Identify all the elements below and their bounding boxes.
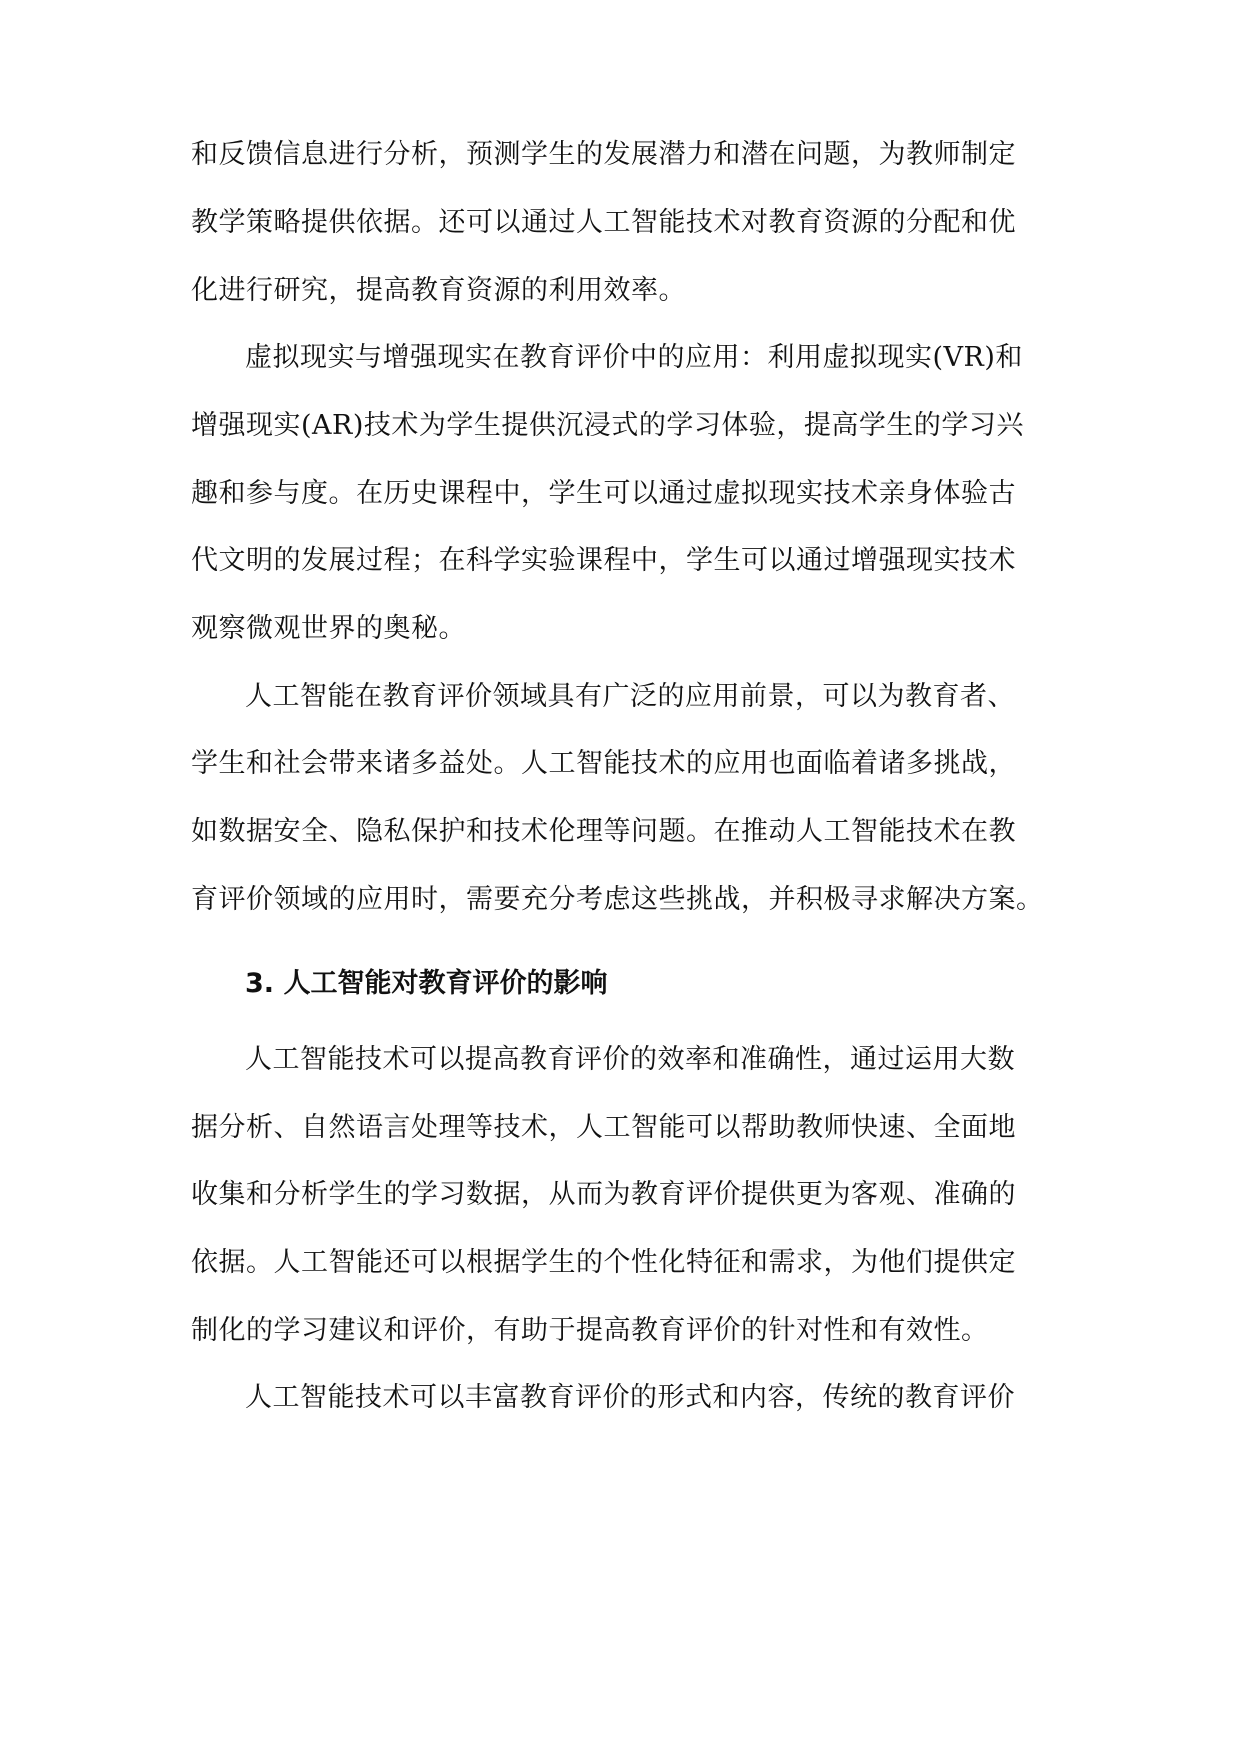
paragraph-4-line-1: 人工智能技术可以提高教育评价的效率和准确性，通过运用大数 <box>245 1044 1015 1075</box>
paragraph-2-line-4: 代文明的发展过程；在科学实验课程中，学生可以通过增强现实技术 <box>191 545 1016 576</box>
paragraph-2-line-3: 趣和参与度。在历史课程中，学生可以通过虚拟现实技术亲身体验古 <box>191 478 1016 509</box>
paragraph-2-line-2: 增强现实(AR)技术为学生提供沉浸式的学习体验，提高学生的学习兴 <box>191 410 1024 441</box>
paragraph-2-line-1: 虚拟现实与增强现实在教育评价中的应用：利用虚拟现实(VR)和 <box>245 342 1023 373</box>
paragraph-4-line-5: 制化的学习建议和评价，有助于提高教育评价的针对性和有效性。 <box>191 1315 989 1346</box>
paragraph-3-line-4: 育评价领域的应用时，需要充分考虑这些挑战，并积极寻求解决方案。 <box>191 884 1044 915</box>
paragraph-1-line-1: 和反馈信息进行分析，预测学生的发展潜力和潜在问题，为教师制定 <box>191 139 1016 170</box>
paragraph-4-line-2: 据分析、自然语言处理等技术，人工智能可以帮助教师快速、全面地 <box>191 1112 1016 1143</box>
section-heading: 3. 人工智能对教育评价的影响 <box>245 968 608 999</box>
paragraph-1-line-3: 化进行研究，提高教育资源的利用效率。 <box>191 275 686 306</box>
paragraph-4-line-3: 收集和分析学生的学习数据，从而为教育评价提供更为客观、准确的 <box>191 1179 1016 1210</box>
paragraph-5-line-1: 人工智能技术可以丰富教育评价的形式和内容，传统的教育评价 <box>245 1382 1015 1413</box>
paragraph-4-line-4: 依据。人工智能还可以根据学生的个性化特征和需求，为他们提供定 <box>191 1247 1016 1278</box>
paragraph-3-line-1: 人工智能在教育评价领域具有广泛的应用前景，可以为教育者、 <box>245 681 1015 712</box>
paragraph-3-line-2: 学生和社会带来诸多益处。人工智能技术的应用也面临着诸多挑战， <box>191 748 1016 779</box>
paragraph-1-line-2: 教学策略提供依据。还可以通过人工智能技术对教育资源的分配和优 <box>191 207 1016 238</box>
paragraph-3-line-3: 如数据安全、隐私保护和技术伦理等问题。在推动人工智能技术在教 <box>191 816 1016 847</box>
paragraph-2-line-5: 观察微观世界的奥秘。 <box>191 613 466 644</box>
